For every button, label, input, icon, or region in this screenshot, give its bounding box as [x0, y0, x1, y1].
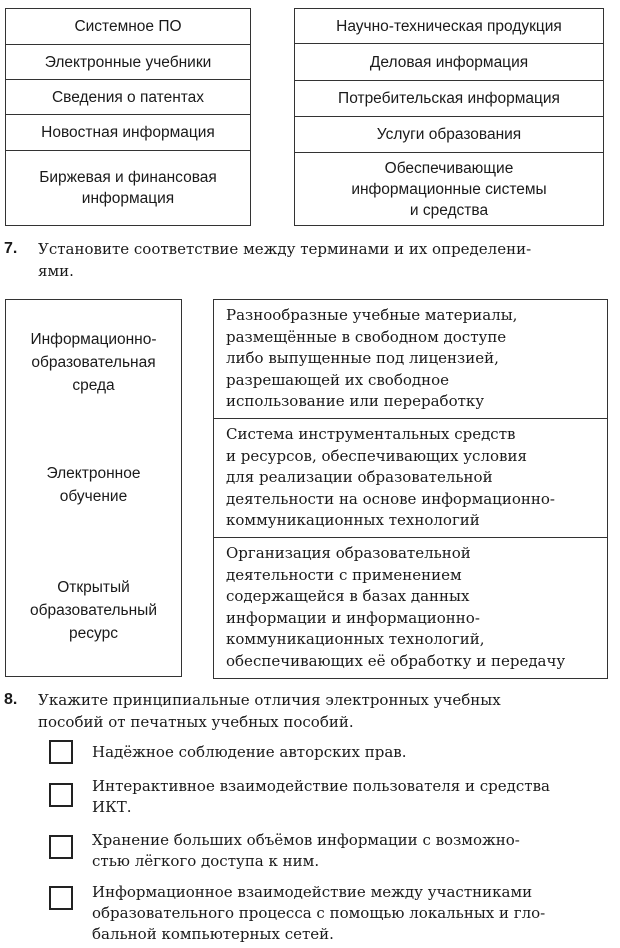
terms-table [5, 299, 182, 677]
question-8-number: 8. [4, 691, 18, 708]
definition-item: Система инструментальных средств и ресурсов, обеспечивающих условия для реализации образовательной деятельности на основе информационно- коммуникационных технологий [214, 418, 607, 537]
table-cell: Новостная информация [6, 114, 250, 150]
answer-checkbox[interactable] [49, 835, 73, 859]
table-cell: Услуги образования [295, 116, 603, 152]
question-7-text: Установите соответствие между терминами и их определени- ями. [38, 240, 532, 280]
answer-option-text: Хранение больших объёмов информации с возможно- стью лёгкого доступа к ним. [92, 831, 520, 870]
answer-option-text: Интерактивное взаимодействие пользователя и средства ИКТ. [92, 777, 550, 816]
question-8-text: Укажите принципиальные отличия электронных учебных пособий от печатных учебных пособий. [38, 691, 501, 731]
term-item: Информационно- образовательная среда [30, 331, 157, 394]
term-item: Открытый образовательный ресурс [30, 579, 157, 642]
definitions-table [213, 299, 608, 679]
term-item: Электронное обучение [46, 465, 141, 505]
answer-option-text: Надёжное соблюдение авторских прав. [92, 743, 407, 761]
table-cell: Деловая информация [295, 43, 603, 80]
answer-option-text: Информационное взаимодействие между участниками образовательного процесса с помощью локальных и гло- бальной компьютерных сетей. [92, 883, 546, 943]
table-cell: Системное ПО [74, 18, 182, 35]
definition-item: Разнообразные учебные материалы, размещённые в свободном доступе либо выпущенные под лицензией, разрешающей их свободное использование или переработку [226, 306, 518, 410]
table-cell: Сведения о патентах [6, 79, 250, 114]
answer-checkbox[interactable] [49, 783, 73, 807]
right-category-table [294, 8, 604, 226]
answer-checkbox[interactable] [49, 886, 73, 910]
table-cell: Научно-техническая продукция [336, 17, 562, 35]
table-cell: Обеспечивающие информационные системы и средства [295, 152, 603, 225]
definition-item: Организация образовательной деятельности с применением содержащейся в базах данных информации и информационно- коммуникационных технологий, обеспечивающих её обработку и передачу [214, 537, 607, 678]
table-cell: Электронные учебники [6, 44, 250, 79]
question-7-number: 7. [4, 240, 18, 257]
table-cell: Потребительская информация [295, 80, 603, 116]
answer-checkbox[interactable] [49, 740, 73, 764]
table-cell: Биржевая и финансовая информация [6, 150, 250, 225]
left-category-table [5, 8, 251, 226]
